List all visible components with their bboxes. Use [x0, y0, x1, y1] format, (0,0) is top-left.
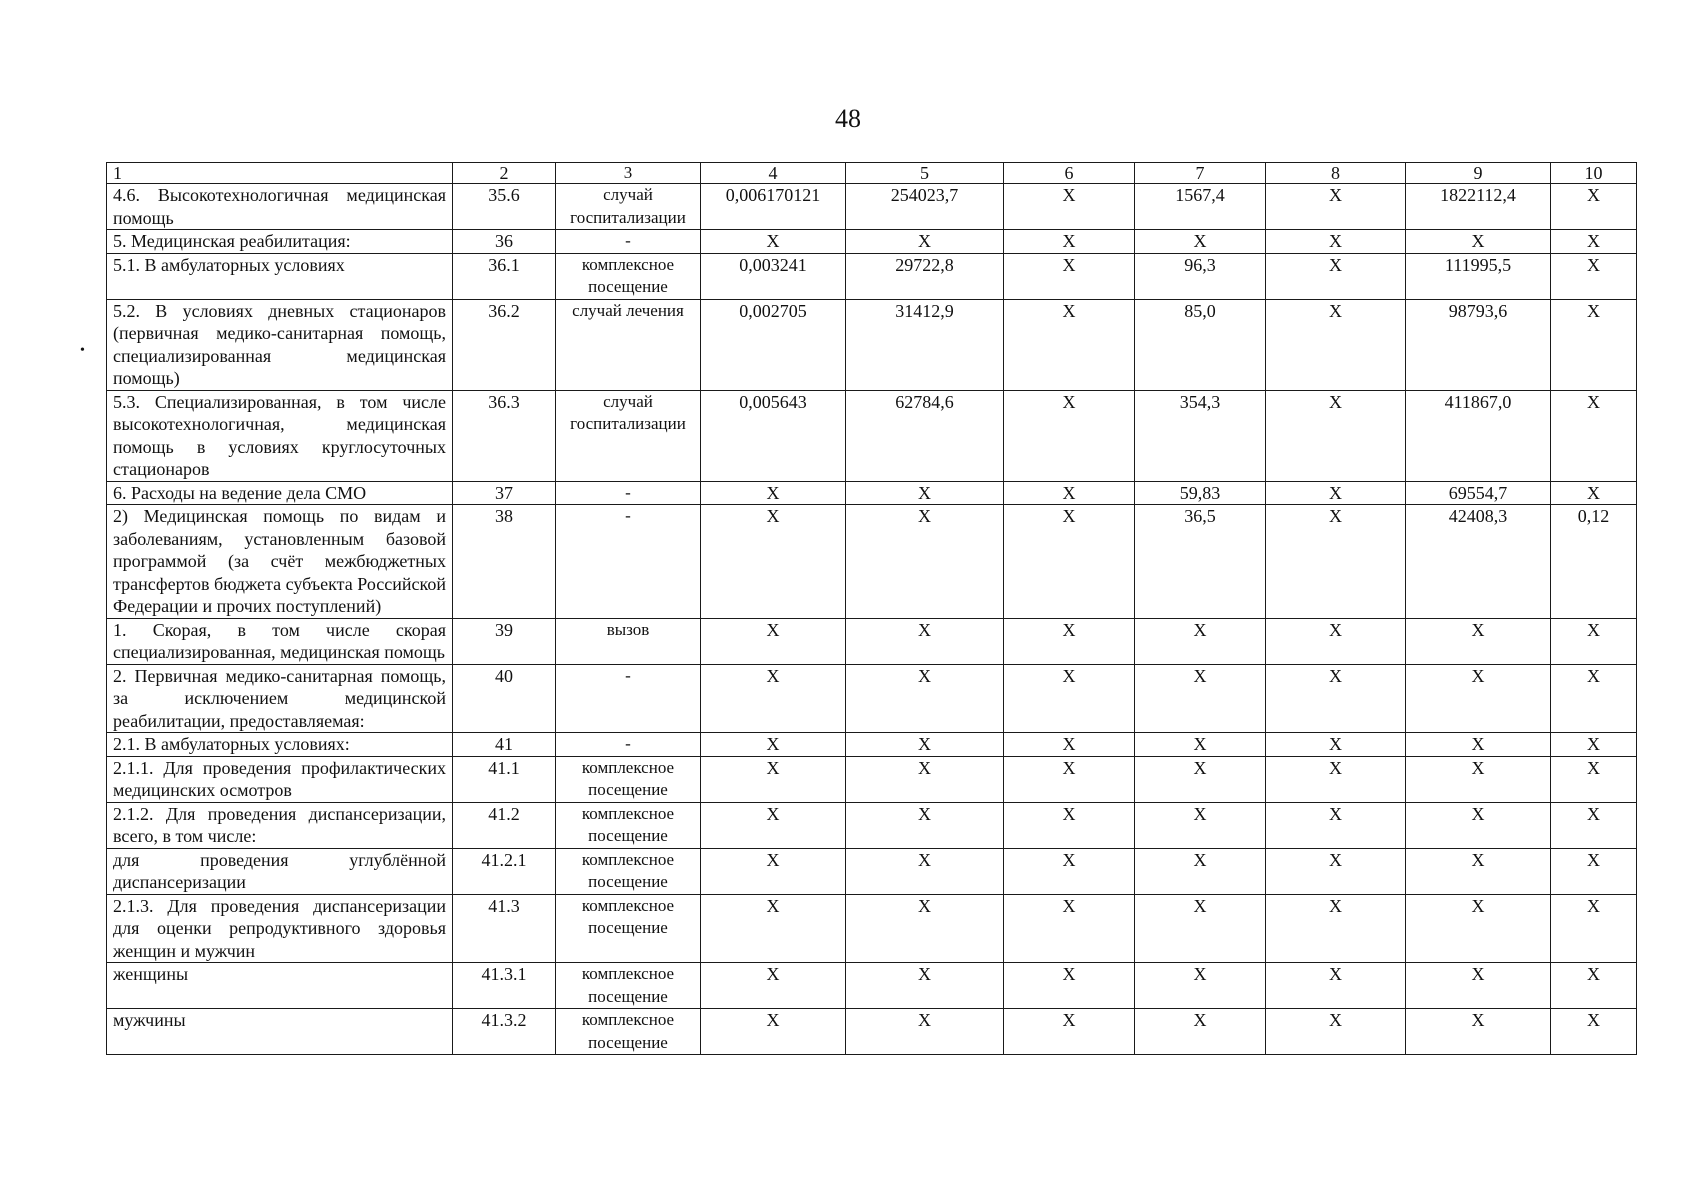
cell-col-8: Х [1266, 505, 1406, 619]
cell-col-8: Х [1266, 664, 1406, 733]
cell-col-7: 85,0 [1135, 299, 1266, 390]
cell-col-7: 1567,4 [1135, 184, 1266, 230]
cell-col-2: 41.2.1 [453, 848, 556, 894]
cell-col-3: - [556, 733, 701, 757]
cell-col-4: Х [701, 894, 846, 963]
cell-col-3: случай лечения [556, 299, 701, 390]
table-row [107, 505, 1637, 619]
cell-col-7: Х [1135, 894, 1266, 963]
cell-col-1: мужчины [107, 1009, 453, 1055]
cell-col-6: Х [1004, 230, 1135, 254]
cell-col-10: Х [1551, 664, 1637, 733]
cell-col-7: Х [1135, 733, 1266, 757]
cell-col-9: Х [1406, 1009, 1551, 1055]
cell-col-10: Х [1551, 733, 1637, 757]
data-table [106, 162, 1637, 1055]
table-row [107, 618, 1637, 664]
cell-col-4: Х [701, 802, 846, 848]
cell-col-7: 59,83 [1135, 481, 1266, 505]
cell-col-3: - [556, 230, 701, 254]
cell-col-9: Х [1406, 894, 1551, 963]
cell-col-10: Х [1551, 184, 1637, 230]
cell-col-1: женщины [107, 963, 453, 1009]
cell-col-7: Х [1135, 1009, 1266, 1055]
cell-col-6: Х [1004, 733, 1135, 757]
cell-col-4: Х [701, 664, 846, 733]
cell-col-9: 98793,6 [1406, 299, 1551, 390]
cell-col-8: Х [1266, 894, 1406, 963]
cell-col-9: Х [1406, 733, 1551, 757]
cell-col-7: Х [1135, 963, 1266, 1009]
cell-col-5: Х [846, 802, 1004, 848]
cell-col-5: 31412,9 [846, 299, 1004, 390]
cell-col-7: Х [1135, 618, 1266, 664]
cell-col-1: 5. Медицинская реабилитация: [107, 230, 453, 254]
cell-col-9: 411867,0 [1406, 390, 1551, 481]
cell-col-3: 3 [556, 163, 701, 184]
cell-col-10: Х [1551, 1009, 1637, 1055]
cell-col-5: Х [846, 756, 1004, 802]
cell-col-10: Х [1551, 481, 1637, 505]
cell-col-1: 2) Медицинская помощь по видам и заболеваниям, установленным базовой программой (за счёт межбюджетных трансфертов бюджета субъекта Российской Федерации и прочих поступлений) [107, 505, 453, 619]
table-row [107, 963, 1637, 1009]
cell-col-6: Х [1004, 299, 1135, 390]
cell-col-5: 29722,8 [846, 253, 1004, 299]
cell-col-5: Х [846, 505, 1004, 619]
cell-col-10: Х [1551, 390, 1637, 481]
cell-col-8: Х [1266, 390, 1406, 481]
cell-col-6: Х [1004, 253, 1135, 299]
cell-col-9: Х [1406, 664, 1551, 733]
cell-col-2: 38 [453, 505, 556, 619]
cell-col-6: 6 [1004, 163, 1135, 184]
cell-col-3: - [556, 505, 701, 619]
table-row [107, 756, 1637, 802]
cell-col-1: 2. Первичная медико-санитарная помощь, за исключением медицинской реабилитации, предоставляемая: [107, 664, 453, 733]
cell-col-7: 96,3 [1135, 253, 1266, 299]
cell-col-5: Х [846, 618, 1004, 664]
cell-col-8: Х [1266, 618, 1406, 664]
cell-col-1: 6. Расходы на ведение дела СМО [107, 481, 453, 505]
table-row [107, 390, 1637, 481]
cell-col-7: Х [1135, 756, 1266, 802]
cell-col-10: Х [1551, 618, 1637, 664]
cell-col-2: 36.3 [453, 390, 556, 481]
cell-col-4: Х [701, 1009, 846, 1055]
cell-col-9: 42408,3 [1406, 505, 1551, 619]
cell-col-7: Х [1135, 230, 1266, 254]
cell-col-1: 2.1. В амбулаторных условиях: [107, 733, 453, 757]
cell-col-3: комплексное посещение [556, 756, 701, 802]
cell-col-1: 4.6. Высокотехнологичная медицинская помощь [107, 184, 453, 230]
cell-col-9: Х [1406, 848, 1551, 894]
cell-col-6: Х [1004, 894, 1135, 963]
cell-col-3: комплексное посещение [556, 253, 701, 299]
cell-col-3: случай госпитализации [556, 390, 701, 481]
cell-col-3: - [556, 664, 701, 733]
cell-col-9: 9 [1406, 163, 1551, 184]
cell-col-4: Х [701, 618, 846, 664]
cell-col-8: Х [1266, 802, 1406, 848]
cell-col-2: 36.1 [453, 253, 556, 299]
table-row [107, 481, 1637, 505]
cell-col-4: 4 [701, 163, 846, 184]
cell-col-5: Х [846, 664, 1004, 733]
cell-col-3: комплексное посещение [556, 802, 701, 848]
cell-col-1: 5.3. Специализированная, в том числе высокотехнологичная, медицинская помощь в условиях круглосуточных стационаров [107, 390, 453, 481]
cell-col-9: 1822112,4 [1406, 184, 1551, 230]
cell-col-3: комплексное посещение [556, 894, 701, 963]
cell-col-1: 2.1.1. Для проведения профилактических медицинских осмотров [107, 756, 453, 802]
cell-col-5: Х [846, 1009, 1004, 1055]
cell-col-3: вызов [556, 618, 701, 664]
cell-col-5: Х [846, 963, 1004, 1009]
cell-col-5: Х [846, 894, 1004, 963]
cell-col-9: Х [1406, 963, 1551, 1009]
cell-col-8: Х [1266, 481, 1406, 505]
table-row [107, 230, 1637, 254]
header-row [107, 163, 1637, 184]
cell-col-2: 41.1 [453, 756, 556, 802]
cell-col-8: Х [1266, 1009, 1406, 1055]
cell-col-9: Х [1406, 230, 1551, 254]
cell-col-1: 5.1. В амбулаторных условиях [107, 253, 453, 299]
table-row [107, 848, 1637, 894]
cell-col-6: Х [1004, 1009, 1135, 1055]
cell-col-8: 8 [1266, 163, 1406, 184]
cell-col-2: 41 [453, 733, 556, 757]
cell-col-2: 41.3 [453, 894, 556, 963]
cell-col-10: Х [1551, 802, 1637, 848]
cell-col-5: Х [846, 848, 1004, 894]
table-row [107, 802, 1637, 848]
cell-col-10: Х [1551, 253, 1637, 299]
cell-col-7: Х [1135, 664, 1266, 733]
cell-col-7: 7 [1135, 163, 1266, 184]
cell-col-2: 41.2 [453, 802, 556, 848]
cell-col-3: комплексное посещение [556, 848, 701, 894]
cell-col-7: 36,5 [1135, 505, 1266, 619]
cell-col-10: Х [1551, 894, 1637, 963]
cell-col-4: Х [701, 505, 846, 619]
cell-col-4: Х [701, 230, 846, 254]
cell-col-6: Х [1004, 390, 1135, 481]
cell-col-7: Х [1135, 848, 1266, 894]
cell-col-6: Х [1004, 802, 1135, 848]
cell-col-6: Х [1004, 664, 1135, 733]
cell-col-3: случай госпитализации [556, 184, 701, 230]
cell-col-4: 0,002705 [701, 299, 846, 390]
cell-col-8: Х [1266, 253, 1406, 299]
cell-col-4: Х [701, 848, 846, 894]
cell-col-4: Х [701, 756, 846, 802]
cell-col-8: Х [1266, 230, 1406, 254]
table-row [107, 1009, 1637, 1055]
cell-col-6: Х [1004, 505, 1135, 619]
table-row [107, 184, 1637, 230]
cell-col-8: Х [1266, 756, 1406, 802]
cell-col-4: 0,006170121 [701, 184, 846, 230]
cell-col-2: 36 [453, 230, 556, 254]
cell-col-1: 1 [107, 163, 453, 184]
cell-col-5: 5 [846, 163, 1004, 184]
table-row [107, 253, 1637, 299]
cell-col-7: Х [1135, 802, 1266, 848]
cell-col-2: 40 [453, 664, 556, 733]
cell-col-5: Х [846, 230, 1004, 254]
cell-col-10: Х [1551, 756, 1637, 802]
cell-col-9: 69554,7 [1406, 481, 1551, 505]
cell-col-2: 39 [453, 618, 556, 664]
cell-col-10: Х [1551, 848, 1637, 894]
cell-col-4: Х [701, 733, 846, 757]
cell-col-1: 5.2. В условиях дневных стационаров (первичная медико-санитарная помощь, специализированная медицинская помощь) [107, 299, 453, 390]
cell-col-3: комплексное посещение [556, 963, 701, 1009]
cell-col-10: Х [1551, 299, 1637, 390]
cell-col-8: Х [1266, 733, 1406, 757]
cell-col-4: 0,005643 [701, 390, 846, 481]
cell-col-6: Х [1004, 618, 1135, 664]
cell-col-6: Х [1004, 481, 1135, 505]
cell-col-10: 10 [1551, 163, 1637, 184]
cell-col-10: 0,12 [1551, 505, 1637, 619]
cell-col-1: 2.1.2. Для проведения диспансеризации, всего, в том числе: [107, 802, 453, 848]
cell-col-5: Х [846, 733, 1004, 757]
cell-col-6: Х [1004, 963, 1135, 1009]
cell-col-4: 0,003241 [701, 253, 846, 299]
cell-col-2: 37 [453, 481, 556, 505]
cell-col-1: 2.1.3. Для проведения диспансеризации для оценки репродуктивного здоровья женщин и мужчин [107, 894, 453, 963]
table-row [107, 664, 1637, 733]
cell-col-9: Х [1406, 802, 1551, 848]
cell-col-5: 254023,7 [846, 184, 1004, 230]
cell-col-8: Х [1266, 848, 1406, 894]
cell-col-9: Х [1406, 756, 1551, 802]
cell-col-3: комплексное посещение [556, 1009, 701, 1055]
cell-col-8: Х [1266, 184, 1406, 230]
cell-col-2: 41.3.1 [453, 963, 556, 1009]
cell-col-10: Х [1551, 963, 1637, 1009]
cell-col-2: 36.2 [453, 299, 556, 390]
cell-col-8: Х [1266, 963, 1406, 1009]
cell-col-5: Х [846, 481, 1004, 505]
cell-col-2: 35.6 [453, 184, 556, 230]
cell-col-2: 2 [453, 163, 556, 184]
cell-col-6: Х [1004, 184, 1135, 230]
cell-col-10: Х [1551, 230, 1637, 254]
cell-col-6: Х [1004, 848, 1135, 894]
cell-col-1: для проведения углублённой диспансеризации [107, 848, 453, 894]
cell-col-4: Х [701, 481, 846, 505]
page-number: 48 [835, 104, 861, 133]
cell-col-6: Х [1004, 756, 1135, 802]
cell-col-9: Х [1406, 618, 1551, 664]
margin-mark: • [80, 343, 85, 358]
cell-col-7: 354,3 [1135, 390, 1266, 481]
cell-col-1: 1. Скорая, в том числе скорая специализированная, медицинская помощь [107, 618, 453, 664]
table-row [107, 733, 1637, 757]
cell-col-9: 111995,5 [1406, 253, 1551, 299]
cell-col-4: Х [701, 963, 846, 1009]
cell-col-5: 62784,6 [846, 390, 1004, 481]
table-row [107, 299, 1637, 390]
table-row [107, 894, 1637, 963]
cell-col-3: - [556, 481, 701, 505]
cell-col-8: Х [1266, 299, 1406, 390]
cell-col-2: 41.3.2 [453, 1009, 556, 1055]
